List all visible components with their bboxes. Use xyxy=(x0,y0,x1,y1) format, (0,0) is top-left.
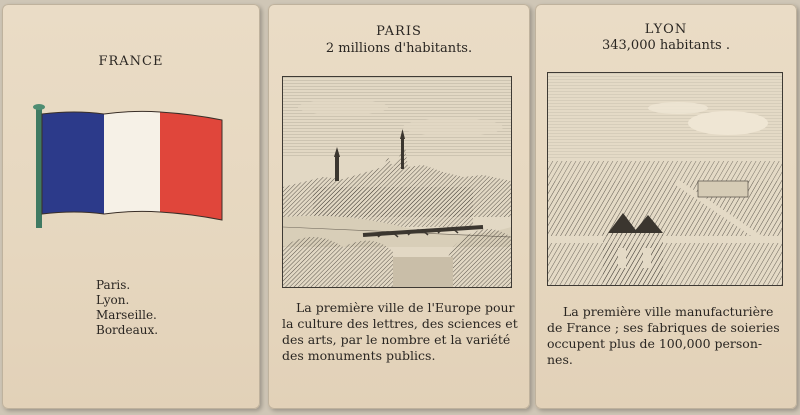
caption-line: La première ville de l'Europe pour xyxy=(296,300,515,315)
french-flag xyxy=(30,102,230,240)
city-item: Paris. xyxy=(96,278,131,292)
caption-line: occupent plus de 100,000 person- xyxy=(547,336,763,351)
city-list xyxy=(96,278,158,338)
card-subtitle: 343,000 habitants . xyxy=(601,38,730,53)
card-paris xyxy=(268,4,530,409)
card-subtitle: 2 millions d'habitants. xyxy=(325,41,473,56)
caption-line: des monuments publics. xyxy=(282,348,436,363)
card-title: FRANCE xyxy=(98,54,164,69)
caption-line: des arts, par le nombre et la variété xyxy=(282,332,511,347)
city-item: Bordeaux. xyxy=(96,323,159,337)
card-france xyxy=(2,4,260,409)
caption-line: la culture des lettres, des sciences et xyxy=(282,316,518,331)
paris-engraving xyxy=(282,76,512,288)
city-item: Lyon. xyxy=(96,293,130,307)
city-item: Marseille. xyxy=(96,308,157,322)
lyon-engraving xyxy=(547,72,783,286)
caption-line: de France ; ses fabriques de soieries xyxy=(547,320,780,335)
caption-line: nes. xyxy=(547,352,573,367)
card-title: PARIS xyxy=(376,24,422,39)
card-lyon xyxy=(535,4,797,409)
card-caption xyxy=(282,300,522,364)
card-caption xyxy=(547,304,792,368)
caption-line: La première ville manufacturière xyxy=(563,304,774,319)
card-title: LYON xyxy=(644,22,688,37)
